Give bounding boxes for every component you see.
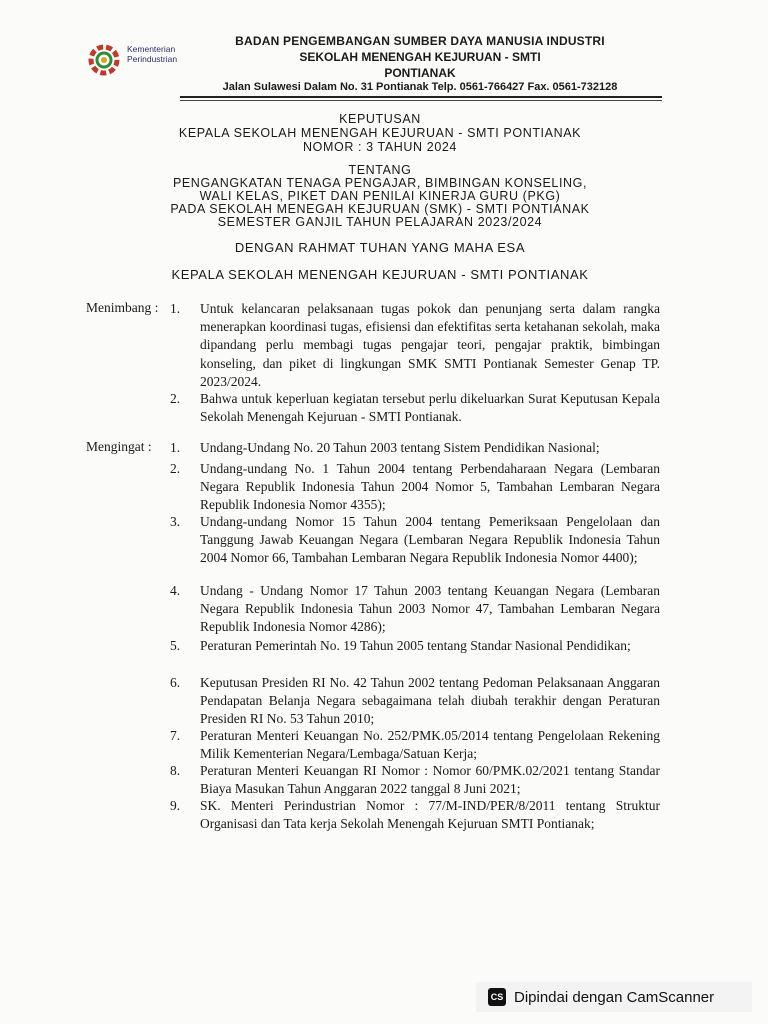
decree-subject-line-3: PADA SEKOLAH MENEGAH KEJURUAN (SMK) - SMTI PONTIANAK — [170, 202, 590, 216]
mengingat-item: 4. Undang - Undang Nomor 17 Tahun 2003 tentang Keuangan Negara (Lembaran Negara Republik Indonesia Tahun 2003 Nomor 47, Tambahan Lembaran Negara Republik Indonesia Nomor 4286); — [170, 583, 660, 635]
camscanner-icon: CS — [488, 988, 506, 1006]
letterhead-address: Jalan Sulawesi Dalam No. 31 Pontianak Telp. 0561-766427 Fax. 0561-732128 — [222, 81, 618, 93]
letterhead-divider — [180, 96, 662, 98]
decree-about-label: TENTANG — [348, 163, 412, 177]
mengingat-item: 6. Keputusan Presiden RI No. 42 Tahun 2002 tentang Pedoman Pelaksanaan Anggaran Pendapatan Belanja Negara sebagaimana telah diubah terakhir dengan Peraturan Presiden RI No. 53 Tahun 2010; — [170, 675, 660, 727]
decree-authority: KEPALA SEKOLAH MENENGAH KEJURUAN - SMTI PONTIANAK — [171, 267, 589, 282]
decree-subject-line-2: WALI KELAS, PIKET DAN PENILAI KINERJA GURU (PKG) — [199, 189, 561, 203]
decree-heading: KEPUTUSAN — [339, 112, 421, 126]
camscanner-badge — [476, 982, 752, 1012]
ministry-logo-icon — [84, 40, 124, 80]
mengingat-item: 2. Undang-undang No. 1 Tahun 2004 tentang Perbendaharaan Negara (Lembaran Negara Republik Indonesia Tahun 2004 Nomor 5, Tambahan Lembaran Negara Republik Indonesia Nomor 4355); — [170, 461, 660, 513]
menimbang-label: Menimbang : — [86, 300, 159, 315]
decree-subject-line-4: SEMESTER GANJIL TAHUN PELAJARAN 2023/2024 — [217, 215, 543, 229]
mengingat-item: 8. Peraturan Menteri Keuangan RI Nomor : Nomor 60/PMK.02/2021 tentang Standar Biaya Masukan Tahun Anggaran 2022 tanggal 8 Juni 2021; — [170, 763, 660, 797]
camscanner-label: Dipindai dengan CamScanner — [514, 988, 715, 1006]
decree-number: NOMOR : 3 TAHUN 2024 — [303, 140, 457, 154]
decree-invocation: DENGAN RAHMAT TUHAN YANG MAHA ESA — [234, 240, 526, 255]
mengingat-item: 7. Peraturan Menteri Keuangan No. 252/PMK.05/2014 tentang Pengelolaan Rekening Milik Kementerian Negara/Lembaga/Satuan Kerja; — [170, 728, 660, 762]
mengingat-item: 5. Peraturan Pemerintah No. 19 Tahun 2005 tentang Standar Nasional Pendidikan; — [170, 638, 631, 653]
mengingat-item: 3. Undang-undang Nomor 15 Tahun 2004 tentang Pemeriksaan Pengelolaan dan Tanggung Jawab Keuangan Negara (Lembaran Negara Republik Indonesia Tahun 2004 Nomor 66, Tambahan Lembaran Negara Republik Indonesia Nomor 4400); — [170, 514, 660, 566]
menimbang-item: 2. Bahwa untuk keperluan kegiatan tersebut perlu dikeluarkan Surat Keputusan Kepala Sekolah Menengah Kejuruan - SMTI Pontianak. — [170, 391, 660, 425]
decree-subject-line-1: PENGANGKATAN TENAGA PENGAJAR, BIMBINGAN KONSELING, — [172, 176, 588, 190]
menimbang-item: 1. Untuk kelancaran pelaksanaan tugas pokok dan penunjang serta dalam rangka menerapkan koordinasi tugas, efisiensi dan efektifitas serta ketahanan sekolah, maka dipandang perlu membagi tugas pengajar teori, pengajar praktik, bimbingan konseling, dan piket di lingkungan SMK SMTI Pontianak Semester Genap TP. 2023/2024. — [170, 301, 660, 389]
mengingat-item: 1. Undang-Undang No. 20 Tahun 2003 tentang Sistem Pendidikan Nasional; — [170, 440, 600, 455]
decree-issuer: KEPALA SEKOLAH MENENGAH KEJURUAN - SMTI PONTIANAK — [178, 126, 582, 140]
letterhead-school: SEKOLAH MENENGAH KEJURUAN - SMTI — [299, 50, 541, 64]
letterhead-city: PONTIANAK — [384, 66, 456, 80]
mengingat-item: 9. SK. Menteri Perindustrian Nomor : 77/M-IND/PER/8/2011 tentang Struktur Organisasi dan Tata kerja Sekolah Menengah Kejuruan SMTI Pontianak; — [170, 798, 660, 832]
letterhead-agency: BADAN PENGEMBANGAN SUMBER DAYA MANUSIA INDUSTRI — [235, 34, 605, 48]
logo-text: Kementerian Perindustrian — [127, 44, 178, 64]
mengingat-label: Mengingat : — [86, 439, 152, 454]
letterhead-divider-thin — [180, 100, 662, 101]
